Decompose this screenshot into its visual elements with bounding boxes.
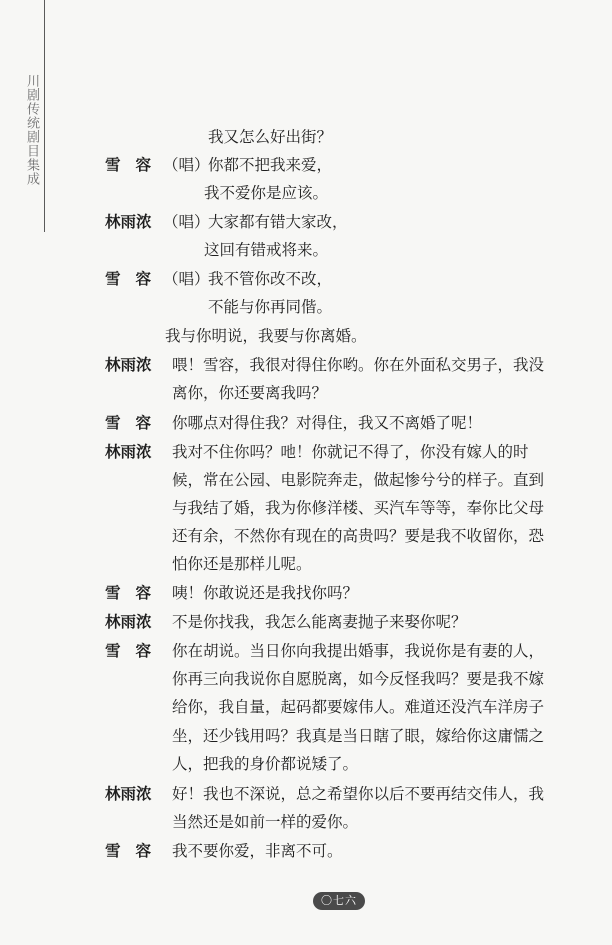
line-text: 喂！雪容，我很对得住你哟。你在外面私交男子，我没 <box>172 356 545 374</box>
line-text: 我不要你爱，非离不可。 <box>172 842 343 860</box>
speaker-name: 雪容 <box>105 269 167 288</box>
line-text: 人，把我的身价都说矮了。 <box>172 755 359 773</box>
line-text: 离你，你还要离我吗？ <box>172 384 328 402</box>
stage-direction: （唱） <box>163 156 210 174</box>
line-text: 不是你找我，我怎么能离妻抛子来娶你呢？ <box>172 613 467 631</box>
speaker-name: 林雨浓 <box>105 612 152 631</box>
line-text: 你在胡说。当日你向我提出婚事，我说你是有妻的人， <box>172 642 545 660</box>
line-text: 我与你明说，我要与你离婚。 <box>165 327 367 345</box>
running-title: 川剧传统剧目集成 <box>24 74 39 186</box>
stage-direction: （唱） <box>163 270 210 288</box>
speaker-name: 雪容 <box>105 413 167 432</box>
page-number: 〇七六 <box>313 892 365 910</box>
line-text: 好！我也不深说，总之希望你以后不要再结交伟人，我 <box>172 785 545 803</box>
line-text: 咦！你敢说还是我找你吗？ <box>172 584 359 602</box>
stage-direction: （唱） <box>163 213 210 231</box>
line-text: 这回有错戒将来。 <box>204 241 329 259</box>
speaker-name: 林雨浓 <box>105 784 152 803</box>
speaker-name: 林雨浓 <box>105 355 152 374</box>
line-text: 大家都有错大家改， <box>208 213 348 231</box>
line-text: 我对不住你吗？吔！你就记不得了，你没有嫁人的时 <box>172 443 529 461</box>
line-text: 还有余，不然你有现在的高贵吗？要是我不收留你，恐 <box>172 527 545 545</box>
line-text: 你都不把我来爱， <box>208 156 333 174</box>
line-text: 怕你还是那样儿呢。 <box>172 555 312 573</box>
line-text: 我不爱你是应该。 <box>204 184 329 202</box>
speaker-name: 雪容 <box>105 841 167 860</box>
margin-rule <box>44 0 45 232</box>
line-text: 我又怎么好出街？ <box>208 128 333 146</box>
line-text: 你再三向我说你自愿脱离，如今反怪我吗？要是我不嫁 <box>172 670 545 688</box>
line-text: 你哪点对得住我？对得住，我又不离婚了呢！ <box>172 414 483 432</box>
speaker-name: 雪容 <box>105 155 167 174</box>
speaker-name: 林雨浓 <box>105 212 152 231</box>
speaker-name: 林雨浓 <box>105 442 152 461</box>
line-text: 与我结了婚，我为你修洋楼、买汽车等等，奉你比父母 <box>172 499 545 517</box>
line-text: 坐，还少钱用吗？我真是当日瞎了眼，嫁给你这庸懦之 <box>172 727 545 745</box>
speaker-name: 雪容 <box>105 641 167 660</box>
speaker-name: 雪容 <box>105 583 167 602</box>
line-text: 我不管你改不改， <box>208 270 333 288</box>
line-text: 当然还是如前一样的爱你。 <box>172 813 359 831</box>
line-text: 候，常在公园、电影院奔走，做起惨兮兮的样子。直到 <box>172 471 545 489</box>
line-text: 给你，我自量，起码都要嫁伟人。难道还没汽车洋房子 <box>172 698 545 716</box>
line-text: 不能与你再同偕。 <box>208 298 333 316</box>
